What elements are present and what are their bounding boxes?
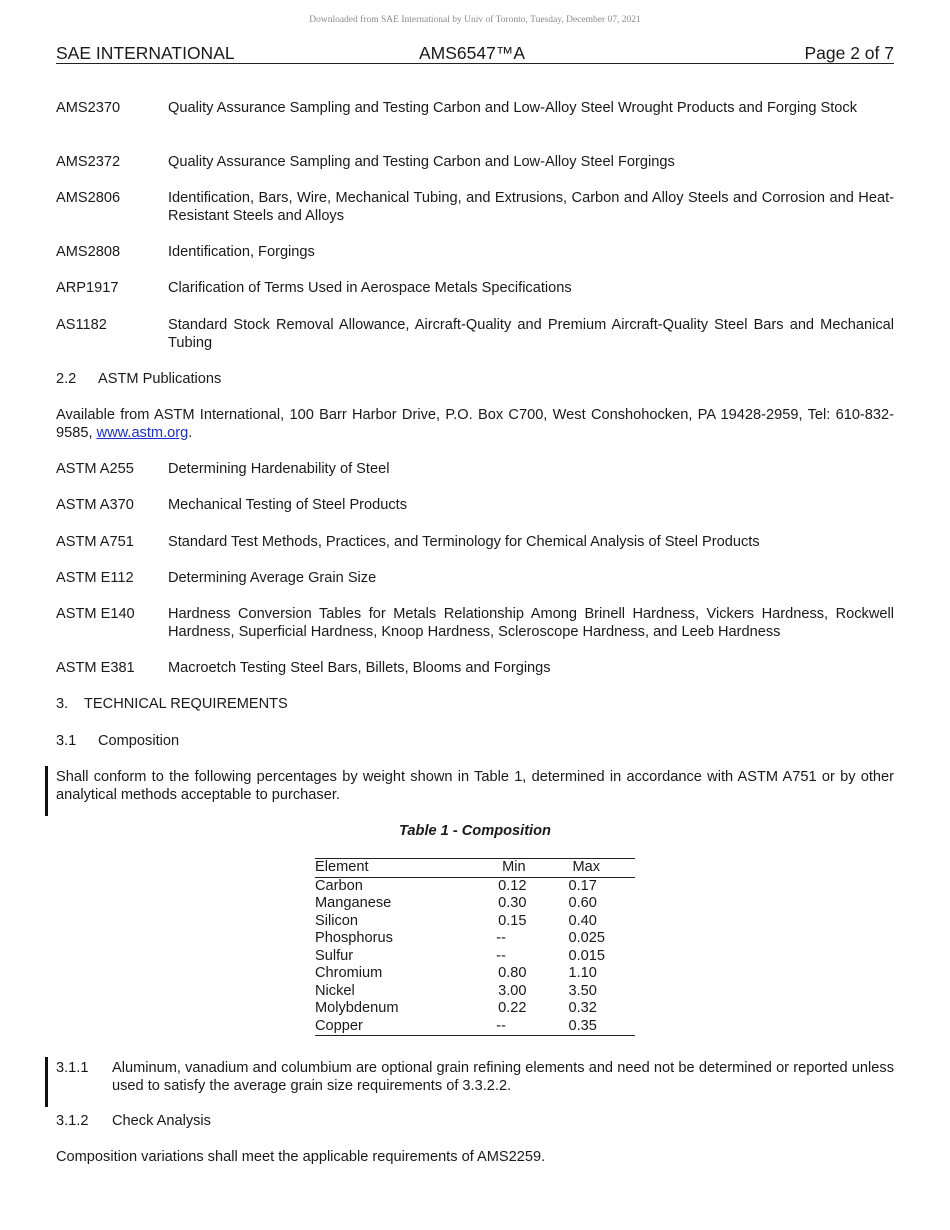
cell-max: 0.32: [568, 1000, 597, 1016]
page-header: [56, 43, 894, 64]
reference-description: Quality Assurance Sampling and Testing Carbon and Low-Alloy Steel Forgings: [168, 154, 675, 170]
column-header-element: Element: [315, 859, 369, 875]
table-row: [315, 1018, 635, 1036]
reference-code: ASTM A255: [56, 461, 134, 477]
cell-max: 0.17: [568, 877, 597, 894]
cell-element: Sulfur: [315, 947, 354, 964]
reference-item: [56, 243, 894, 261]
subsection-3-1-1: [56, 1059, 894, 1095]
reference-item: [56, 569, 894, 587]
subsection-text: Aluminum, vanadium and columbium are optional grain refining elements and need not be determined or reported unless used to satisfy the average grain size requirements of 3.3.2.2.: [112, 1060, 894, 1094]
section-title: TECHNICAL REQUIREMENTS: [84, 696, 288, 712]
reference-description: Identification, Bars, Wire, Mechanical Tubing, and Extrusions, Carbon and Alloy Steels and Corrosion and Heat-Resistant Steels and Alloys: [168, 190, 894, 224]
cell-element: Phosphorus: [315, 930, 393, 946]
table-caption: Table 1 - Composition: [399, 823, 551, 839]
reference-code: AMS2370: [56, 100, 121, 116]
cell-min: 0.30: [498, 895, 527, 911]
reference-description: Hardness Conversion Tables for Metals Relationship Among Brinell Hardness, Vickers Hardness, Rockwell Hardness, Superficial Hardness, Knoop Hardness, Scleroscope Hardness, and Leeb Hardness: [168, 606, 894, 640]
cell-min: 0.22: [498, 1000, 527, 1016]
cell-min: --: [496, 930, 506, 946]
header-document-id: AMS6547™A: [419, 43, 526, 63]
cell-min: 0.15: [498, 912, 527, 929]
table-row: [315, 877, 635, 895]
reference-code: AMS2808: [56, 244, 121, 260]
composition-table: [315, 858, 635, 1036]
cell-element: Chromium: [315, 965, 383, 981]
reference-item: [56, 496, 894, 514]
section-title: Check Analysis: [112, 1113, 211, 1129]
reference-item: [56, 153, 894, 171]
reference-code: AS1182: [56, 317, 107, 333]
cell-min: 0.12: [498, 877, 527, 894]
table-row: [315, 948, 635, 966]
astm-website-link[interactable]: www.astm.org: [96, 425, 189, 441]
cell-min: 3.00: [498, 982, 527, 999]
cell-max: 0.025: [568, 930, 606, 946]
cell-min: --: [496, 1017, 506, 1034]
section-heading-3: [56, 695, 894, 713]
cell-element: Silicon: [315, 912, 358, 929]
reference-item: [56, 605, 894, 641]
header-organization: SAE INTERNATIONAL: [56, 43, 235, 63]
astm-availability-paragraph: [56, 406, 894, 442]
cell-element: Molybdenum: [315, 1000, 399, 1016]
reference-description: Macroetch Testing Steel Bars, Billets, Blooms and Forgings: [168, 660, 551, 676]
reference-description: Determining Hardenability of Steel: [168, 461, 390, 477]
section-title: Composition: [98, 733, 180, 749]
composition-paragraph: Shall conform to the following percentages by weight shown in Table 1, determined in accordance with ASTM A751 or by other analytical methods acceptable to purchaser.: [56, 769, 894, 803]
section-heading-2-2: [56, 370, 894, 388]
reference-item: [56, 189, 894, 225]
table-row: [315, 1000, 635, 1018]
table-row: [315, 930, 635, 948]
cell-max: 0.40: [568, 912, 597, 929]
cell-max: 0.015: [568, 947, 606, 964]
reference-description: Quality Assurance Sampling and Testing Carbon and Low-Alloy Steel Wrought Products and Forging Stock: [168, 100, 857, 116]
section-number: 3.: [56, 696, 69, 712]
reference-item: [56, 99, 894, 117]
reference-item: [56, 279, 894, 297]
reference-item: [56, 533, 894, 551]
table-row: [315, 965, 635, 983]
cell-min: --: [496, 947, 506, 964]
cell-max: 3.50: [568, 982, 597, 999]
reference-code: AMS2372: [56, 154, 121, 170]
reference-item: [56, 659, 894, 677]
table-row: [315, 983, 635, 1001]
check-analysis-paragraph: Composition variations shall meet the applicable requirements of AMS2259.: [56, 1149, 546, 1165]
section-number: 3.1.2: [56, 1113, 89, 1129]
reference-description: Standard Stock Removal Allowance, Aircraft-Quality and Premium Aircraft-Quality Steel Bars and Mechanical Tubing: [168, 317, 894, 351]
cell-element: Nickel: [315, 982, 355, 999]
reference-description: Mechanical Testing of Steel Products: [168, 497, 408, 513]
section-heading-3-1: [56, 732, 894, 750]
cell-element: Carbon: [315, 877, 363, 894]
reference-code: ASTM E112: [56, 570, 134, 586]
table-row: [315, 913, 635, 931]
reference-description: Identification, Forgings: [168, 244, 315, 260]
table-header-row: [315, 859, 635, 878]
reference-code: ARP1917: [56, 280, 119, 296]
subsection-3-1-2: [56, 1112, 894, 1130]
reference-code: ASTM E140: [56, 606, 135, 622]
reference-description: Clarification of Terms Used in Aerospace Metals Specifications: [168, 280, 572, 296]
section-number: 3.1.1: [56, 1060, 89, 1076]
column-header-min: Min: [502, 859, 526, 875]
reference-item: [56, 316, 894, 352]
revision-change-bar: [45, 766, 48, 816]
reference-code: ASTM E381: [56, 660, 135, 676]
reference-item: [56, 460, 894, 478]
reference-description: Determining Average Grain Size: [168, 570, 377, 586]
period: .: [188, 425, 193, 441]
cell-element: Manganese: [315, 895, 392, 911]
download-watermark: Downloaded from SAE International by Univ of Toronto, Tuesday, December 07, 2021: [309, 15, 641, 25]
table-body: [315, 877, 635, 1036]
header-page-number: Page 2 of 7: [804, 43, 894, 63]
cell-max: 1.10: [568, 965, 597, 981]
section-title: ASTM Publications: [98, 371, 222, 387]
revision-change-bar: [45, 1057, 48, 1107]
availability-text: Available from ASTM International, 100 Barr Harbor Drive, P.O. Box C700, West Conshohocken, PA 19428-2959, Tel: 610-832-9585,: [56, 407, 894, 441]
reference-description: Standard Test Methods, Practices, and Terminology for Chemical Analysis of Steel Products: [168, 534, 760, 550]
reference-code: ASTM A751: [56, 534, 134, 550]
section-number: 3.1: [56, 733, 77, 749]
section-number: 2.2: [56, 371, 77, 387]
column-header-max: Max: [572, 859, 601, 875]
cell-min: 0.80: [498, 965, 527, 981]
cell-element: Copper: [315, 1017, 363, 1034]
table-row: [315, 895, 635, 913]
cell-max: 0.60: [568, 895, 597, 911]
cell-max: 0.35: [568, 1017, 597, 1034]
reference-code: ASTM A370: [56, 497, 134, 513]
reference-code: AMS2806: [56, 190, 121, 206]
